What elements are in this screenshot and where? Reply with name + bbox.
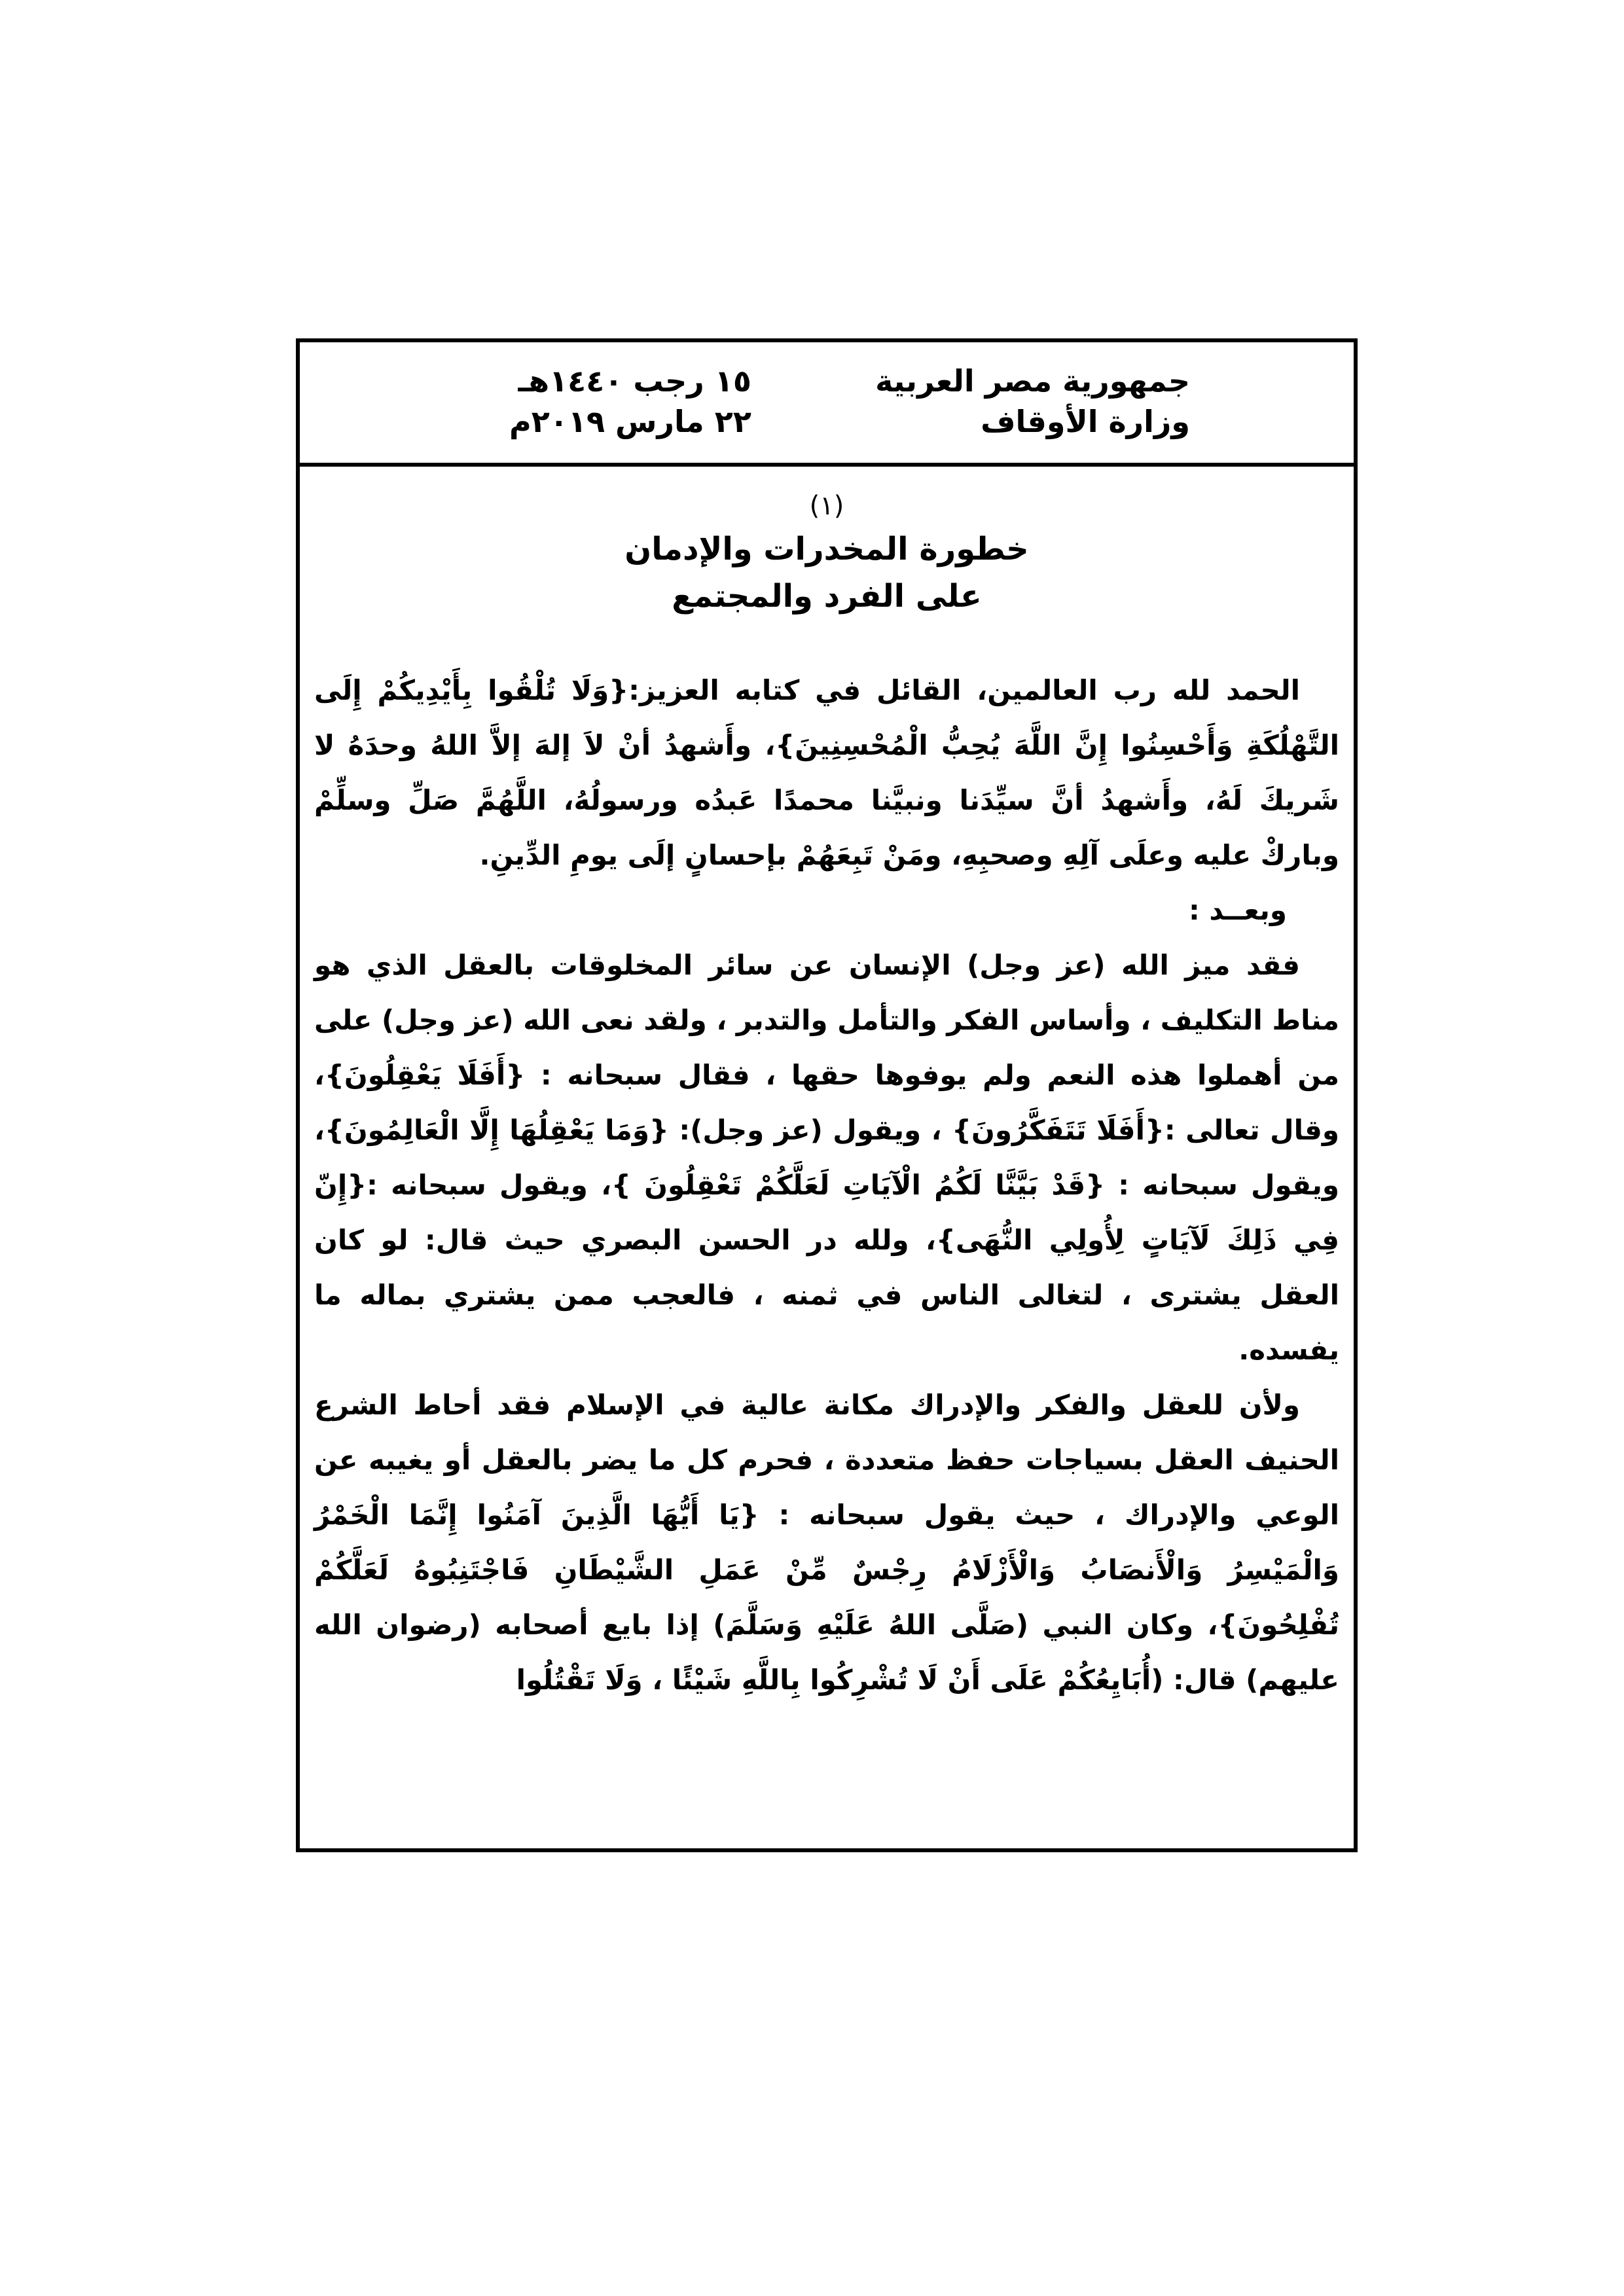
date-block <box>509 361 751 442</box>
issuer-block <box>875 361 1190 442</box>
transition-word: وبعــد : <box>1189 894 1287 926</box>
sermon-number: (١) <box>809 491 844 521</box>
ministry-name: وزارة الأوقاف <box>981 404 1190 439</box>
document-header <box>300 342 1354 467</box>
intro-paragraph: الحمد لله رب العالمين، القائل في كتابه العزيز:{وَلَا تُلْقُوا بِأَيْدِيكُمْ إِلَى التَّهْلُكَةِ وَأَحْسِنُوا إِنَّ اللَّهَ يُحِبُّ الْمُحْسِنِينَ}، وأَشهدُ أنْ لاَ إلهَ إلاَّ اللهُ وحدَهُ لا شَريكَ لَهُ، وأَشهدُ أنَّ سيِّدَنا ونبيَّنا محمدًا عَبدُه ورسولُهُ، اللَّهُمَّ صَلِّ وسلِّمْ وباركْ عليه وعلَى آلِهِ وصحبِهِ، ومَنْ تَبِعَهُمْ بإحسانٍ إلَى يومِ الدِّينِ. <box>314 674 1339 871</box>
paragraph-1: فقد ميز الله (عز وجل) الإنسان عن سائر المخلوقات بالعقل الذي هو مناط التكليف ، وأساس الفكر والتأمل والتدبر ، ولقد نعى الله (عز وجل) على من أهملوا هذه النعم ولم يوفوها حقها ، فقال سبحانه : {أَفَلَا يَعْقِلُونَ}، وقال تعالى :{أَفَلَا تَتَفَكَّرُونَ} ، ويقول (عز وجل): {وَمَا يَعْقِلُهَا إِلَّا الْعَالِمُونَ}، ويقول سبحانه : {قَدْ بَيَّنَّا لَكُمُ الْآيَاتِ لَعَلَّكُمْ تَعْقِلُونَ }، ويقول سبحانه :{إِنّ فِي ذَلِكَ لَآيَاتٍ لِأُولِي النُّهَى}، ولله در الحسن البصري حيث قال: لو كان العقل يشترى ، لتغالى الناس في ثمنه ، فالعجب ممن يشتري بماله ما يفسده. <box>314 949 1339 1366</box>
sermon-titles <box>300 486 1354 620</box>
country-name: جمهورية مصر العربية <box>875 363 1190 399</box>
gregorian-date: ٢٢ مارس ٢٠١٩م <box>509 404 751 439</box>
paragraph-2: ولأن للعقل والفكر والإدراك مكانة عالية في الإسلام فقد أحاط الشرع الحنيف العقل بسياجات حفظ متعددة ، فحرم كل ما يضر بالعقل أو يغيبه عن الوعي والإدراك ، حيث يقول سبحانه : {يَا أَيُّهَا الَّذِينَ آمَنُوا إِنَّمَا الْخَمْرُ وَالْمَيْسِرُ وَالْأَنصَابُ وَالْأَزْلَامُ رِجْسٌ مِّنْ عَمَلِ الشَّيْطَانِ فَاجْتَنِبُوهُ لَعَلَّكُمْ تُفْلِحُونَ}، وكان النبي (صَلَّى اللهُ عَلَيْهِ وَسَلَّمَ) إذا بايع أصحابه (رضوان الله عليهم) قال: (أُبَايِعُكُمْ عَلَى أَنْ لَا تُشْرِكُوا بِاللَّهِ شَيْئًا ، وَلَا تَقْتُلُوا <box>314 1389 1339 1696</box>
sermon-title-line1: خطورة المخدرات والإدمان <box>624 531 1029 567</box>
sermon-body <box>314 663 1339 1708</box>
sermon-title-line2: على الفرد والمجتمع <box>672 578 982 615</box>
page-frame <box>296 338 1358 1852</box>
hijri-date: ١٥ رجب ١٤٤٠هـ <box>518 363 751 399</box>
